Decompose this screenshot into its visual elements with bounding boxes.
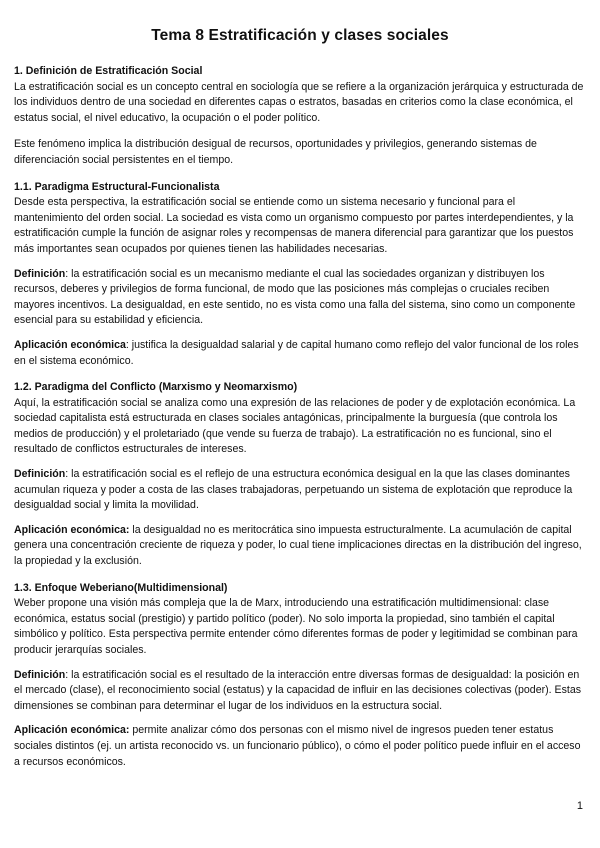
section-1-3-heading: 1.3. Enfoque Weberiano(Multidimensional) [14,581,228,594]
definition-label: Definición [14,267,66,280]
section-1-paragraph-2: Este fenómeno implica la distribución desigual de recursos, oportunidades y privilegios, generando sistemas de diferenciación social persistentes en el tiempo. [14,138,537,166]
definition-text: : la estratificación social es un mecanismo mediante el cual las sociedades organizan y distribuyen los recursos, deberes y privilegios de forma funcional, de modo que las posiciones más complejas o cruciales reciben mayores incentivos. La desigualdad, en este sentido, no es vista como una falla del sistema, sino como un componente esencial para su estabilidad y eficiencia. [14,267,576,327]
section-1-1-definition [14,267,586,329]
section-1-1-paragraph: Desde esta perspectiva, la estratificación social se entiende como un sistema necesario y funcional para el mantenimiento del orden social. La sociedad es vista como un organismo compuesto por partes interdependientes, y la estratificación cumple la función de asignar roles y recompensas de manera diferencial para garantizar que los puestos más importantes sean ocupados por quienes tienen las habilidades necesarias. [14,196,574,255]
section-1-heading: 1. Definición de Estratificación Social [14,65,203,77]
section-1-2-application [14,523,586,570]
definition-text: : la estratificación social es el reflejo de una estructura económica desigual en la que las clases dominantes acumulan riqueza y poder a costa de las clases trabajadoras, perpetuando un sistema de explotación que reproduce la desigualdad social y limita la movilidad. [14,468,573,512]
definition-label: Definición [14,468,66,481]
section-1-2-heading: 1.2. Paradigma del Conflicto (Marxismo y Neomarxismo) [14,381,298,394]
application-text: permite analizar cómo dos personas con el mismo nivel de ingresos pueden tener estatus sociales distintos (ej. un artista reconocido vs. un funcionario público), o cómo el poder político puede influir en el acceso a recursos económicos. [14,724,581,768]
document-title: Tema 8 Estratificación y clases sociales [151,27,449,44]
section-1-paragraph-1: La estratificación social es un concepto central en sociología que se refiere a la organización jerárquica y estructurada de los individuos dentro de una sociedad en diferentes capas o estratos, basadas en criterios como la clase económica, el estatus social, el nivel educativo, la ocupación o el poder político. [14,80,584,124]
document-body [14,64,586,770]
application-label: Aplicación económica: [14,724,130,737]
section-1-2-definition [14,467,586,514]
application-label: Aplicación económica [14,338,126,351]
application-text: la desigualdad no es meritocrática sino impuesta estructuralmente. La acumulación de capital genera una concentración creciente de riqueza y poder, lo cual tiene implicaciones directas en la distribución del ingreso, la propiedad y la exclusión. [14,523,582,568]
definition-text: : la estratificación social es el resultado de la interacción entre diversas formas de desigualdad: la posición en el mercado (clase), el reconocimiento social (estatus) y la capacidad de influir en las decisiones colectivas (poder). Estas dimensiones se combinan para determinar el lugar de los individuos en la estructura social. [14,668,582,712]
application-text: : justifica la desigualdad salarial y de capital humano como reflejo del valor funcional de los roles en el sistema económico. [14,338,579,367]
definition-label: Definición [14,668,66,681]
application-label: Aplicación económica: [14,523,130,536]
section-1-3-paragraph: Weber propone una visión más compleja que la de Marx, introduciendo una estratificación multidimensional: clase económica, estatus social (prestigio) y partido político (poder). No solo importa la propiedad, sino también el capital simbólico y político. Esta perspectiva permite entender cómo diferentes formas de poder y legitimidad se combinan para producir jerarquías sociales. [14,597,578,656]
page-number: 1 [576,800,583,812]
section-1-1-application [14,338,586,369]
section-1-2-paragraph: Aquí, la estratificación social se analiza como una expresión de las relaciones de poder y de explotación económica. La sociedad capitalista está estructurada en clases sociales antagónicas, principalmente la burguesía (que controla los medios de producción) y el proletariado (que vende su fuerza de trabajo). La estratificación no es funcional, sino el resultado de conflictos estructurales de intereses. [14,396,576,456]
section-1-3-definition [14,668,586,715]
section-1-3-application [14,723,586,770]
section-1-1-heading: 1.1. Paradigma Estructural-Funcionalista [14,180,220,193]
